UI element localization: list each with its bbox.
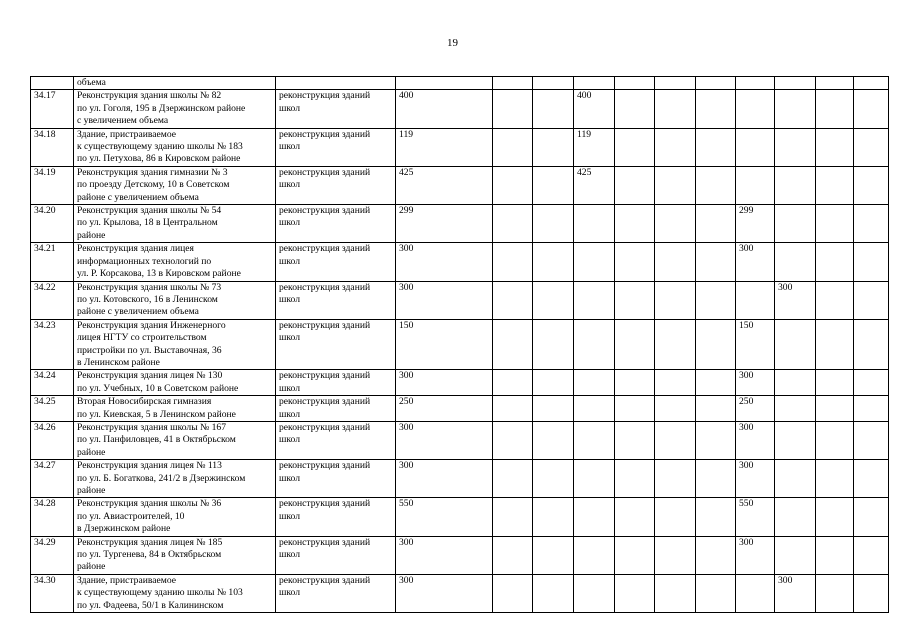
empty-cell [533, 128, 574, 166]
year-value-cell [775, 166, 816, 204]
year-value-cell: 300 [736, 370, 775, 396]
empty-cell [696, 281, 736, 319]
row-number-cell: 34.21 [31, 243, 74, 281]
year-value-cell [574, 281, 615, 319]
total-value-cell: 300 [396, 421, 493, 459]
empty-cell [816, 166, 854, 204]
year-value-cell [615, 90, 655, 128]
empty-cell [854, 205, 889, 243]
year-value-cell [615, 281, 655, 319]
table-row [31, 574, 889, 612]
empty-cell [696, 319, 736, 370]
work-type-cell: реконструкция зданий школ [276, 498, 396, 536]
year-value-cell: 300 [736, 536, 775, 574]
year-value-cell [655, 281, 696, 319]
table-row [31, 396, 889, 422]
year-value-cell [736, 166, 775, 204]
empty-cell [533, 460, 574, 498]
construction-table [30, 76, 889, 613]
empty-cell [854, 128, 889, 166]
empty-cell [696, 128, 736, 166]
empty-cell [493, 498, 533, 536]
object-name-cell: Реконструкция здания школы № 167 по ул. Панфиловцев, 41 в Октябрьском районе [74, 421, 276, 459]
total-value-cell: 300 [396, 536, 493, 574]
table-row [31, 421, 889, 459]
table-row [31, 536, 889, 574]
empty-cell [854, 460, 889, 498]
year-value-cell [775, 243, 816, 281]
row-number-cell: 34.30 [31, 574, 74, 612]
year-value-cell: 300 [775, 574, 816, 612]
object-name-cell: Реконструкция здания лицея информационных технологий по ул. Р. Корсакова, 13 в Кировском районе [74, 243, 276, 281]
year-value-cell [615, 536, 655, 574]
empty-cell [696, 396, 736, 422]
year-value-cell [574, 370, 615, 396]
empty-cell [533, 166, 574, 204]
object-name-cell: Реконструкция здания лицея № 130 по ул. Учебных, 10 в Советском районе [74, 370, 276, 396]
work-type-cell: реконструкция зданий школ [276, 90, 396, 128]
total-value-cell: 425 [396, 166, 493, 204]
work-type-cell: реконструкция зданий школ [276, 205, 396, 243]
year-value-cell [655, 166, 696, 204]
total-value-cell: 550 [396, 498, 493, 536]
empty-cell [854, 370, 889, 396]
table-row [31, 319, 889, 370]
object-name-cell: Здание, пристраиваемое к существующему зданию школы № 183 по ул. Петухова, 86 в Кировском районе [74, 128, 276, 166]
empty-cell [696, 421, 736, 459]
row-number-cell: 34.17 [31, 90, 74, 128]
work-type-cell: реконструкция зданий школ [276, 319, 396, 370]
empty-cell [854, 166, 889, 204]
empty-cell [816, 90, 854, 128]
year-value-cell: 425 [574, 166, 615, 204]
row-number-cell: 34.22 [31, 281, 74, 319]
year-value-cell [655, 460, 696, 498]
empty-cell [493, 319, 533, 370]
row-number-cell: 34.23 [31, 319, 74, 370]
row-number-cell: 34.28 [31, 498, 74, 536]
year-value-cell [655, 90, 696, 128]
table-row [31, 90, 889, 128]
object-name-cell: Здание, пристраиваемое к существующему зданию школы № 103 по ул. Фадеева, 50/1 в Калининском [74, 574, 276, 612]
empty-cell [854, 421, 889, 459]
empty-cell [696, 205, 736, 243]
total-value-cell: 150 [396, 319, 493, 370]
year-value-cell [775, 460, 816, 498]
empty-cell [816, 396, 854, 422]
empty-cell [696, 90, 736, 128]
empty-cell [696, 370, 736, 396]
year-value-cell [615, 128, 655, 166]
row-number-cell: 34.20 [31, 205, 74, 243]
table-row [31, 128, 889, 166]
year-value-cell [655, 498, 696, 536]
empty-cell [816, 281, 854, 319]
table-row [31, 243, 889, 281]
year-value-cell: 550 [736, 498, 775, 536]
work-type-cell: реконструкция зданий школ [276, 574, 396, 612]
year-value-cell [574, 396, 615, 422]
year-value-cell [615, 205, 655, 243]
row-number-cell: 34.29 [31, 536, 74, 574]
year-value-cell [775, 205, 816, 243]
empty-cell [854, 396, 889, 422]
empty-cell [696, 460, 736, 498]
empty-cell [816, 128, 854, 166]
empty-cell [493, 281, 533, 319]
empty-cell [854, 243, 889, 281]
empty-cell [696, 243, 736, 281]
year-value-cell [655, 77, 696, 90]
year-value-cell [574, 243, 615, 281]
empty-cell [533, 498, 574, 536]
year-value-cell [615, 77, 655, 90]
empty-cell [493, 205, 533, 243]
year-value-cell [615, 396, 655, 422]
year-value-cell: 119 [574, 128, 615, 166]
row-number-cell: 34.18 [31, 128, 74, 166]
empty-cell [493, 166, 533, 204]
year-value-cell [655, 128, 696, 166]
year-value-cell [615, 574, 655, 612]
table-row [31, 205, 889, 243]
empty-cell [816, 243, 854, 281]
empty-cell [533, 90, 574, 128]
object-name-cell: Реконструкция здания школы № 54 по ул. Крылова, 18 в Центральном районе [74, 205, 276, 243]
empty-cell [816, 460, 854, 498]
work-type-cell: реконструкция зданий школ [276, 396, 396, 422]
year-value-cell [615, 460, 655, 498]
year-value-cell [574, 319, 615, 370]
empty-cell [854, 536, 889, 574]
table-row [31, 498, 889, 536]
year-value-cell: 400 [574, 90, 615, 128]
year-value-cell [655, 574, 696, 612]
empty-cell [533, 319, 574, 370]
work-type-cell: реконструкция зданий школ [276, 128, 396, 166]
empty-cell [493, 243, 533, 281]
empty-cell [696, 498, 736, 536]
work-type-cell: реконструкция зданий школ [276, 281, 396, 319]
year-value-cell [775, 128, 816, 166]
total-value-cell: 119 [396, 128, 493, 166]
year-value-cell [736, 128, 775, 166]
object-name-cell: Реконструкция здания лицея № 185 по ул. Тургенева, 84 в Октябрьском районе [74, 536, 276, 574]
total-value-cell: 250 [396, 396, 493, 422]
object-name-cell: Реконструкция здания школы № 82 по ул. Гоголя, 195 в Дзержинском районе с увеличением объема [74, 90, 276, 128]
year-value-cell [615, 166, 655, 204]
year-value-cell [655, 243, 696, 281]
year-value-cell [574, 77, 615, 90]
work-type-cell: реконструкция зданий школ [276, 421, 396, 459]
row-number-cell [31, 77, 74, 90]
empty-cell [816, 498, 854, 536]
work-type-cell: реконструкция зданий школ [276, 166, 396, 204]
empty-cell [816, 370, 854, 396]
empty-cell [493, 90, 533, 128]
empty-cell [696, 77, 736, 90]
empty-cell [854, 90, 889, 128]
empty-cell [493, 536, 533, 574]
row-number-cell: 34.24 [31, 370, 74, 396]
empty-cell [854, 498, 889, 536]
year-value-cell: 300 [736, 421, 775, 459]
empty-cell [493, 574, 533, 612]
year-value-cell [736, 574, 775, 612]
year-value-cell [736, 281, 775, 319]
object-name-cell: Вторая Новосибирская гимназия по ул. Киевская, 5 в Ленинском районе [74, 396, 276, 422]
empty-cell [696, 574, 736, 612]
year-value-cell: 299 [736, 205, 775, 243]
year-value-cell [615, 243, 655, 281]
empty-cell [854, 77, 889, 90]
table-row [31, 370, 889, 396]
table-row [31, 77, 889, 90]
year-value-cell [574, 536, 615, 574]
year-value-cell: 150 [736, 319, 775, 370]
year-value-cell [655, 319, 696, 370]
year-value-cell [574, 205, 615, 243]
year-value-cell [775, 370, 816, 396]
table-body [31, 77, 889, 613]
empty-cell [816, 574, 854, 612]
total-value-cell: 300 [396, 243, 493, 281]
year-value-cell [615, 319, 655, 370]
empty-cell [533, 396, 574, 422]
work-type-cell: реконструкция зданий школ [276, 460, 396, 498]
total-value-cell: 299 [396, 205, 493, 243]
total-value-cell [396, 77, 493, 90]
empty-cell [533, 536, 574, 574]
year-value-cell [655, 396, 696, 422]
empty-cell [493, 421, 533, 459]
empty-cell [493, 128, 533, 166]
total-value-cell: 300 [396, 460, 493, 498]
empty-cell [816, 205, 854, 243]
year-value-cell [574, 421, 615, 459]
year-value-cell [775, 536, 816, 574]
empty-cell [533, 370, 574, 396]
object-name-cell: Реконструкция здания Инженерного лицея НГТУ со строительством пристройки по ул. Выставочная, 36 в Ленинском районе [74, 319, 276, 370]
empty-cell [493, 77, 533, 90]
work-type-cell: реконструкция зданий школ [276, 243, 396, 281]
empty-cell [854, 574, 889, 612]
year-value-cell [775, 396, 816, 422]
year-value-cell [655, 536, 696, 574]
total-value-cell: 400 [396, 90, 493, 128]
year-value-cell: 300 [736, 460, 775, 498]
work-type-cell [276, 77, 396, 90]
year-value-cell: 300 [775, 281, 816, 319]
object-name-cell: Реконструкция здания школы № 36 по ул. Авиастроителей, 10 в Дзержинском районе [74, 498, 276, 536]
total-value-cell: 300 [396, 574, 493, 612]
year-value-cell [655, 205, 696, 243]
row-number-cell: 34.19 [31, 166, 74, 204]
year-value-cell [615, 498, 655, 536]
table-row [31, 166, 889, 204]
row-number-cell: 34.27 [31, 460, 74, 498]
row-number-cell: 34.26 [31, 421, 74, 459]
year-value-cell [655, 370, 696, 396]
year-value-cell [775, 319, 816, 370]
empty-cell [696, 536, 736, 574]
total-value-cell: 300 [396, 281, 493, 319]
object-name-cell: Реконструкция здания гимназии № 3 по проезду Детскому, 10 в Советском районе с увеличением объема [74, 166, 276, 204]
empty-cell [493, 370, 533, 396]
empty-cell [854, 319, 889, 370]
object-name-cell: Реконструкция здания школы № 73 по ул. Котовского, 16 в Ленинском районе с увеличением объема [74, 281, 276, 319]
empty-cell [493, 396, 533, 422]
empty-cell [493, 460, 533, 498]
empty-cell [696, 166, 736, 204]
year-value-cell [574, 574, 615, 612]
year-value-cell [736, 90, 775, 128]
year-value-cell: 300 [736, 243, 775, 281]
page-number: 19 [447, 37, 458, 49]
total-value-cell: 300 [396, 370, 493, 396]
year-value-cell [615, 370, 655, 396]
year-value-cell [736, 77, 775, 90]
empty-cell [533, 77, 574, 90]
year-value-cell: 250 [736, 396, 775, 422]
year-value-cell [615, 421, 655, 459]
empty-cell [816, 536, 854, 574]
table-row [31, 460, 889, 498]
year-value-cell [775, 498, 816, 536]
empty-cell [816, 319, 854, 370]
object-name-cell: Реконструкция здания лицея № 113 по ул. Б. Богаткова, 241/2 в Дзержинском районе [74, 460, 276, 498]
year-value-cell [655, 421, 696, 459]
object-name-cell: объема [74, 77, 276, 90]
empty-cell [533, 574, 574, 612]
row-number-cell: 34.25 [31, 396, 74, 422]
empty-cell [533, 421, 574, 459]
empty-cell [854, 281, 889, 319]
empty-cell [816, 77, 854, 90]
year-value-cell [775, 421, 816, 459]
table-row [31, 281, 889, 319]
work-type-cell: реконструкция зданий школ [276, 536, 396, 574]
year-value-cell [574, 460, 615, 498]
work-type-cell: реконструкция зданий школ [276, 370, 396, 396]
year-value-cell [775, 77, 816, 90]
year-value-cell [574, 498, 615, 536]
empty-cell [816, 421, 854, 459]
empty-cell [533, 243, 574, 281]
year-value-cell [775, 90, 816, 128]
empty-cell [533, 205, 574, 243]
empty-cell [533, 281, 574, 319]
